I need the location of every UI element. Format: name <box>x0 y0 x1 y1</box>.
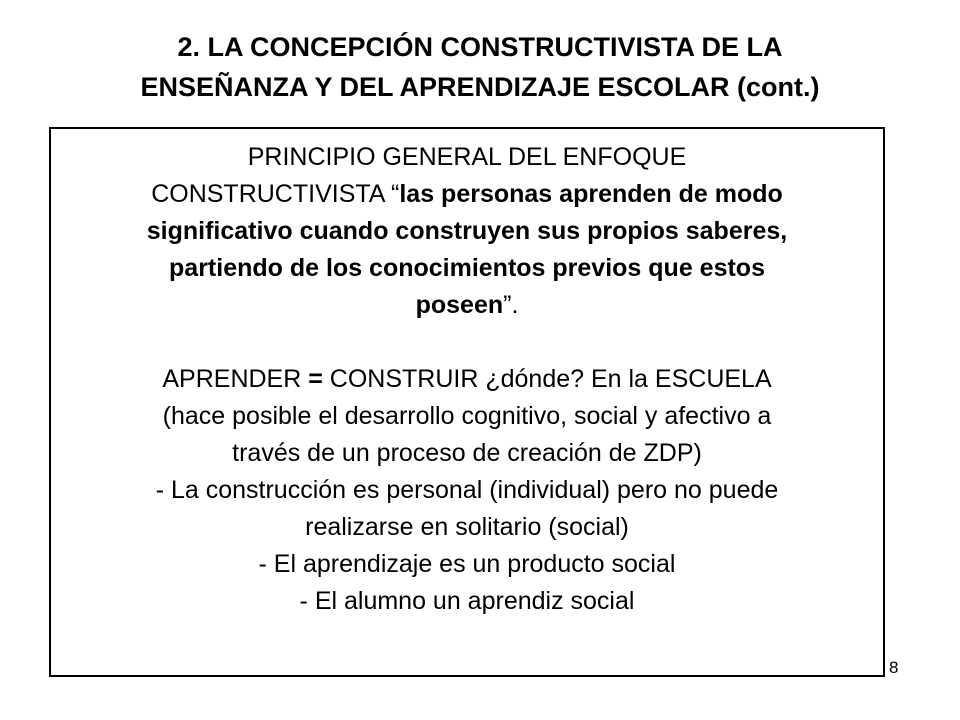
title-line-1: 2. LA CONCEPCIÓN CONSTRUCTIVISTA DE LA <box>177 32 783 62</box>
learning-line-2: (hace posible el desarrollo cognitivo, social y afectivo a <box>162 402 772 430</box>
learning-line-5: realizarse en solitario (social) <box>305 513 629 541</box>
principle-line-3-bold: significativo cuando construyen sus propios saberes, <box>146 217 788 245</box>
page-number: 8 <box>889 658 899 677</box>
learning-line-6: - El aprendizaje es un producto social <box>258 550 676 578</box>
principle-line-1: PRINCIPIO GENERAL DEL ENFOQUE <box>247 143 687 171</box>
content-text <box>51 139 883 620</box>
learning-line-4: - La construcción es personal (individual) pero no puede <box>155 476 779 504</box>
equals-sign: = <box>308 365 323 393</box>
principle-line-4-bold: partiendo de los conocimientos previos que estos <box>169 254 765 282</box>
principle-line-4 <box>51 250 883 287</box>
learning-line-1 <box>51 361 883 398</box>
learning-line-3: través de un proceso de creación de ZDP) <box>232 439 702 467</box>
paragraph-spacer <box>51 324 883 361</box>
principle-line-3 <box>51 213 883 250</box>
learning-line-1-b: CONSTRUIR ¿dónde? En la ESCUELA <box>322 365 772 393</box>
slide-title <box>40 27 920 107</box>
learning-line-1-a: APRENDER <box>162 365 309 393</box>
principle-line-2 <box>51 176 883 213</box>
principle-line-2-prefix: CONSTRUCTIVISTA “ <box>151 180 400 208</box>
title-line-2: ENSEÑANZA Y DEL APRENDIZAJE ESCOLAR (cont.) <box>140 72 820 102</box>
principle-line-2-bold: las personas aprenden de modo <box>399 180 783 208</box>
principle-line-5-suffix: ”. <box>503 291 519 319</box>
content-box <box>49 127 885 677</box>
learning-line-7: - El alumno un aprendiz social <box>299 587 635 615</box>
principle-line-5-bold: poseen <box>415 291 504 319</box>
principle-line-5 <box>51 287 883 324</box>
